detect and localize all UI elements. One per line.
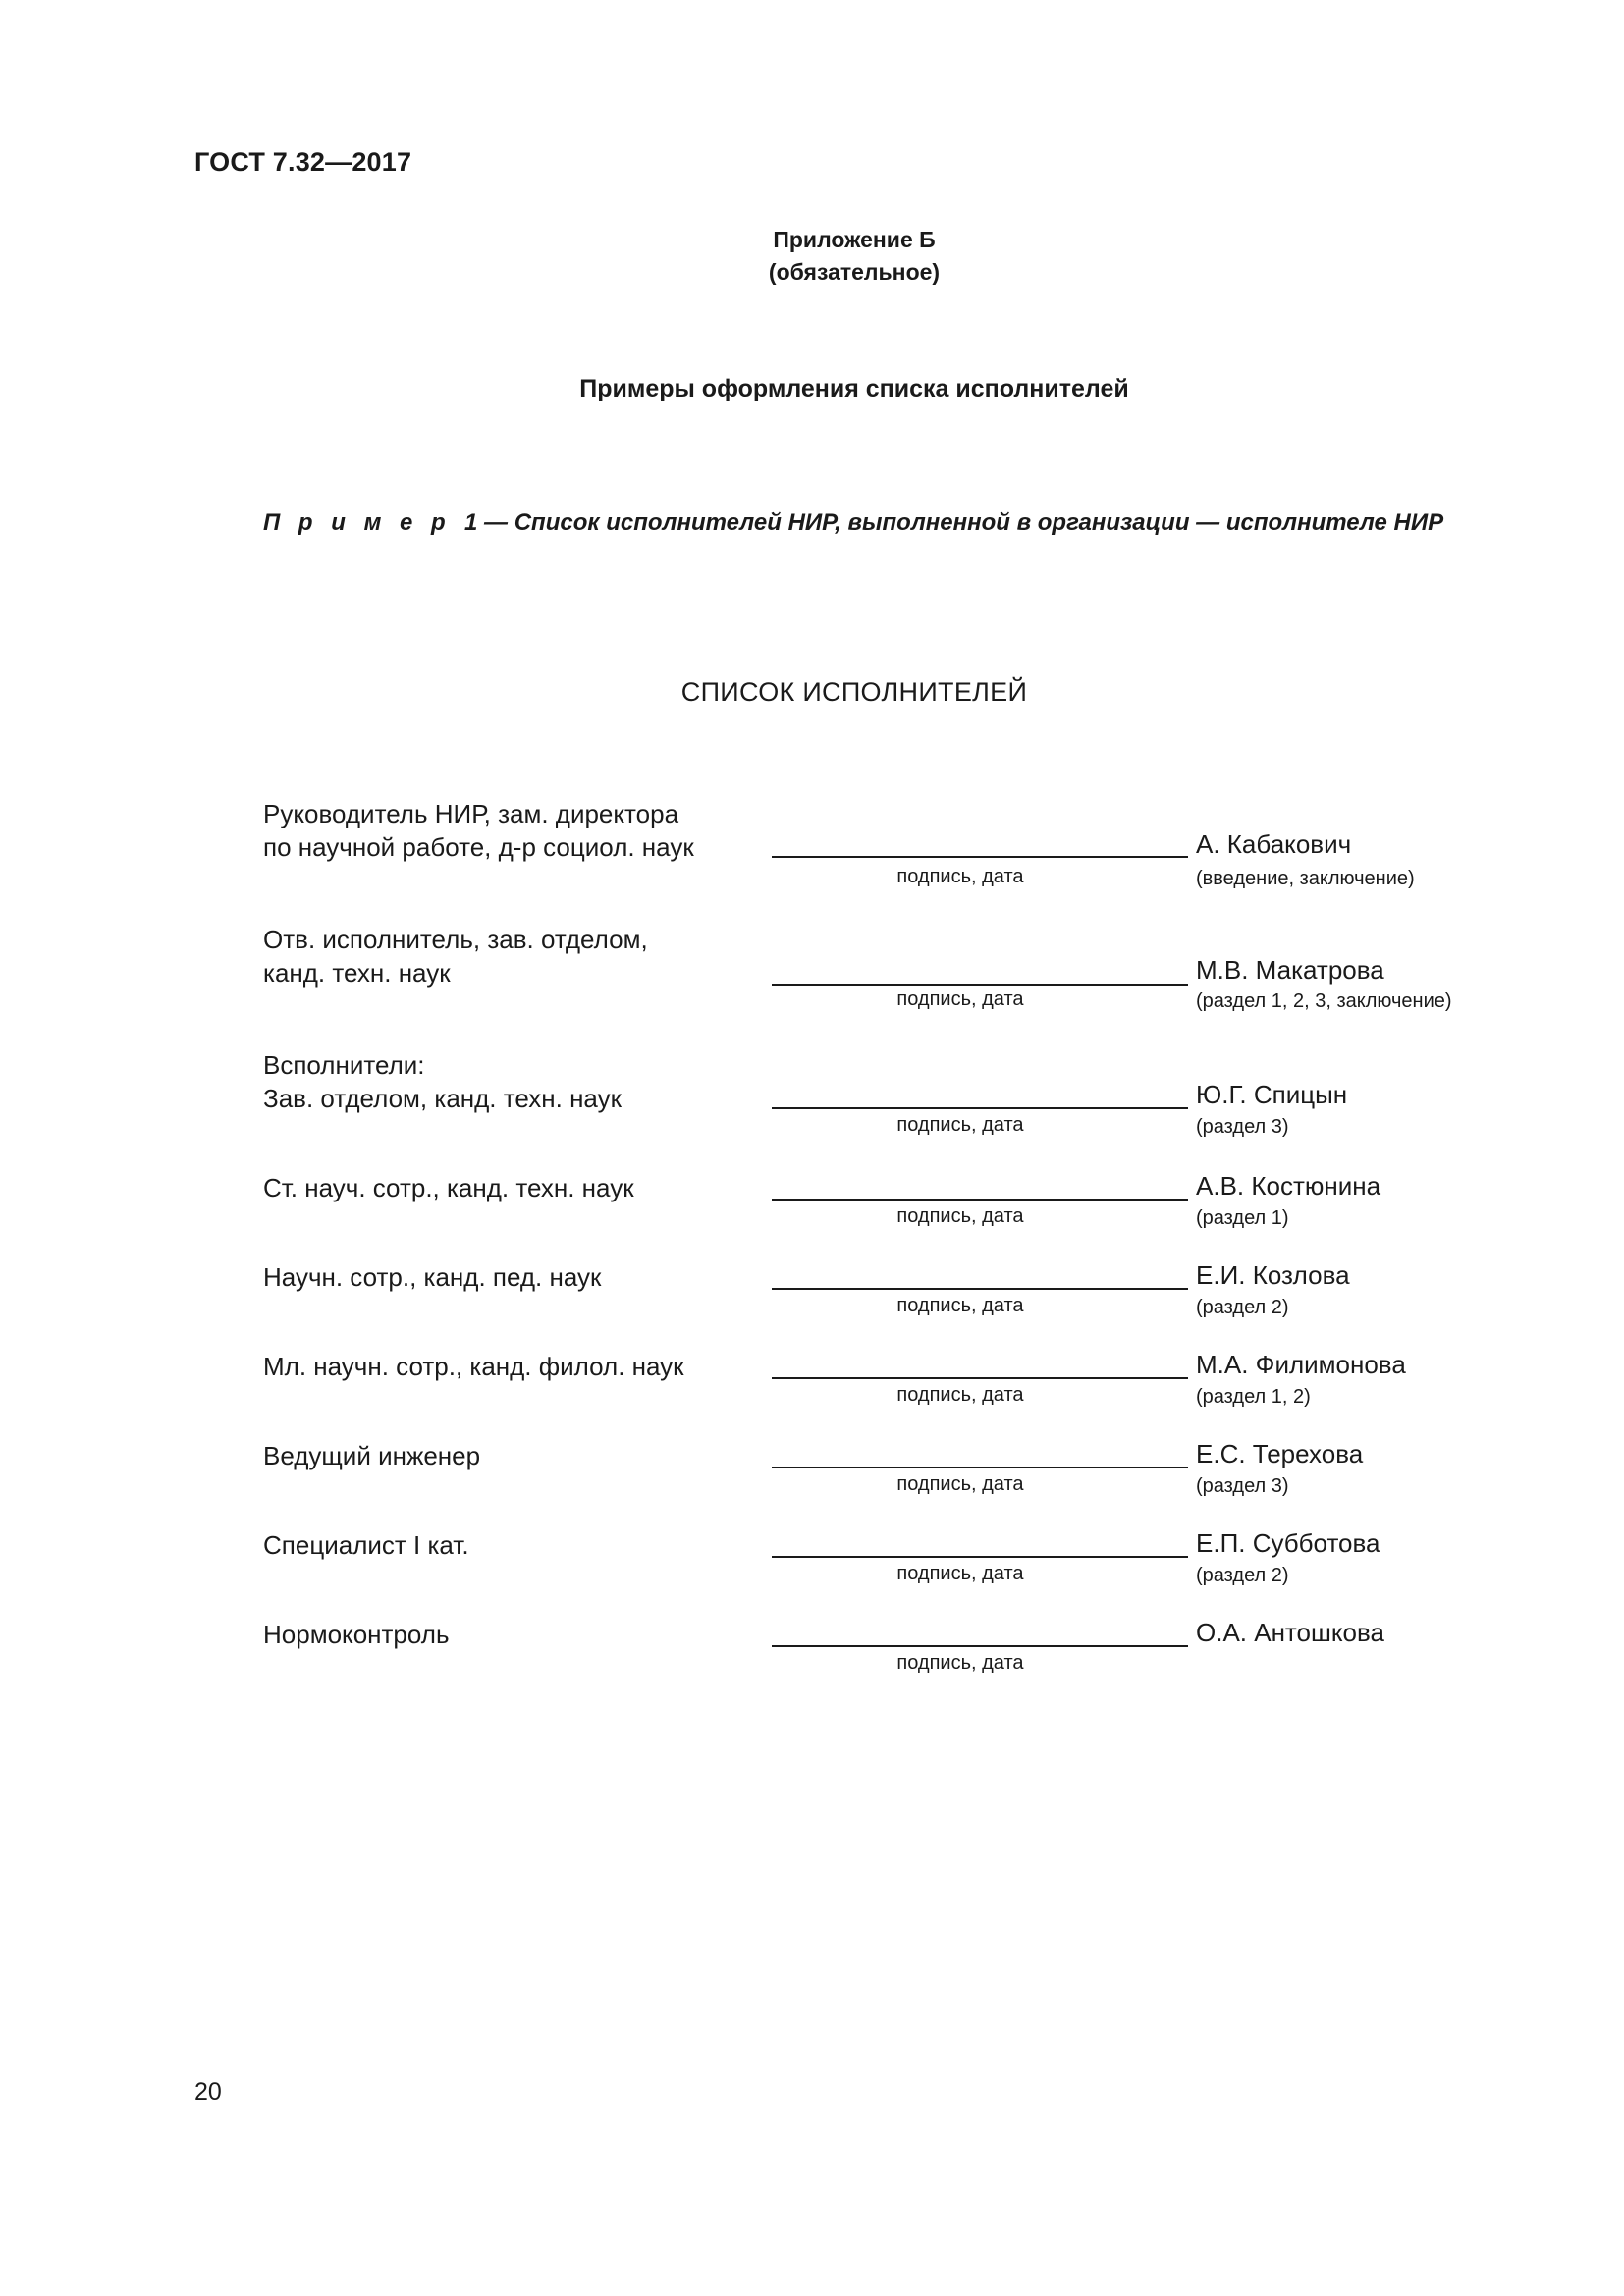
executor-name: Е.И. Козлова [1196,1260,1350,1290]
position-line-1: Всполнители: [263,1050,425,1080]
example-text: 1 — Список исполнителей НИР, выполненной в организации — исполнителе НИР [464,509,1444,536]
executor-sections: (раздел 2) [1196,1565,1289,1586]
executor-name: Ю.Г. Спицын [1196,1080,1348,1109]
signature-line[interactable] [772,1467,1188,1468]
appendix-status: (обязательное) [768,259,941,285]
signature-line[interactable] [772,1556,1188,1558]
executor-sections: (раздел 1) [1196,1207,1289,1229]
position-line-2: Зав. отделом, канд. техн. наук [263,1084,622,1113]
section-heading: Примеры оформления списка исполнителей [579,375,1129,402]
executor-name: О.А. Антошкова [1196,1618,1384,1647]
executor-name: Е.С. Терехова [1196,1439,1364,1468]
signature-caption: подпись, дата [896,988,1024,1010]
executor-name: А.В. Костюнина [1196,1171,1381,1201]
page-number: 20 [194,2078,222,2106]
appendix-block [0,224,1624,289]
executor-position: Ст. науч. сотр., канд. техн. наук [263,1173,634,1202]
executor-sections: (раздел 1, 2) [1196,1386,1311,1408]
executor-position: Научн. сотр., канд. пед. наук [263,1262,602,1292]
signature-caption: подпись, дата [896,1652,1024,1674]
position-line-1: Отв. исполнитель, зав. отделом, [263,925,648,954]
signature-caption: подпись, дата [896,1473,1024,1495]
signature-line[interactable] [772,1199,1188,1201]
signature-caption: подпись, дата [896,866,1024,887]
signature-line[interactable] [772,1645,1188,1647]
position-line-2: канд. техн. наук [263,958,451,988]
executor-name: М.В. Макатрова [1196,955,1384,985]
executor-sections: (введение, заключение) [1196,868,1415,889]
example-prefix: П р и м е р [263,509,452,536]
signature-line[interactable] [772,1377,1188,1379]
executor-position [263,1048,622,1115]
signature-line[interactable] [772,1107,1188,1109]
appendix-title: Приложение Б [773,227,936,252]
executor-sections: (раздел 3) [1196,1116,1289,1138]
executor-position: Специалист I кат. [263,1530,469,1560]
signature-caption: подпись, дата [896,1205,1024,1227]
executor-position: Ведущий инженер [263,1441,481,1470]
executor-position [263,923,648,989]
position-line-2: по научной работе, д-р социол. наук [263,832,694,862]
signature-caption: подпись, дата [896,1563,1024,1584]
signature-line[interactable] [772,856,1188,858]
executor-name: М.А. Филимонова [1196,1350,1406,1379]
signature-caption: подпись, дата [896,1384,1024,1406]
position-line-1: Руководитель НИР, зам. директора [263,799,679,828]
executor-sections: (раздел 3) [1196,1475,1289,1497]
signature-line[interactable] [772,984,1188,986]
list-title: СПИСОК ИСПОЛНИТЕЛЕЙ [680,677,1028,707]
signature-line[interactable] [772,1288,1188,1290]
executor-sections: (раздел 2) [1196,1297,1289,1318]
signature-caption: подпись, дата [896,1295,1024,1316]
example-caption [263,509,1443,537]
executor-position: Нормоконтроль [263,1620,450,1649]
executor-name: А. Кабакович [1196,829,1352,859]
executor-position [263,797,694,864]
executor-sections: (раздел 1, 2, 3, заключение) [1196,990,1452,1012]
document-code: ГОСТ 7.32—2017 [194,147,412,177]
executor-position: Мл. научн. сотр., канд. филол. наук [263,1352,684,1381]
executor-name: Е.П. Субботова [1196,1528,1380,1558]
signature-caption: подпись, дата [896,1114,1024,1136]
